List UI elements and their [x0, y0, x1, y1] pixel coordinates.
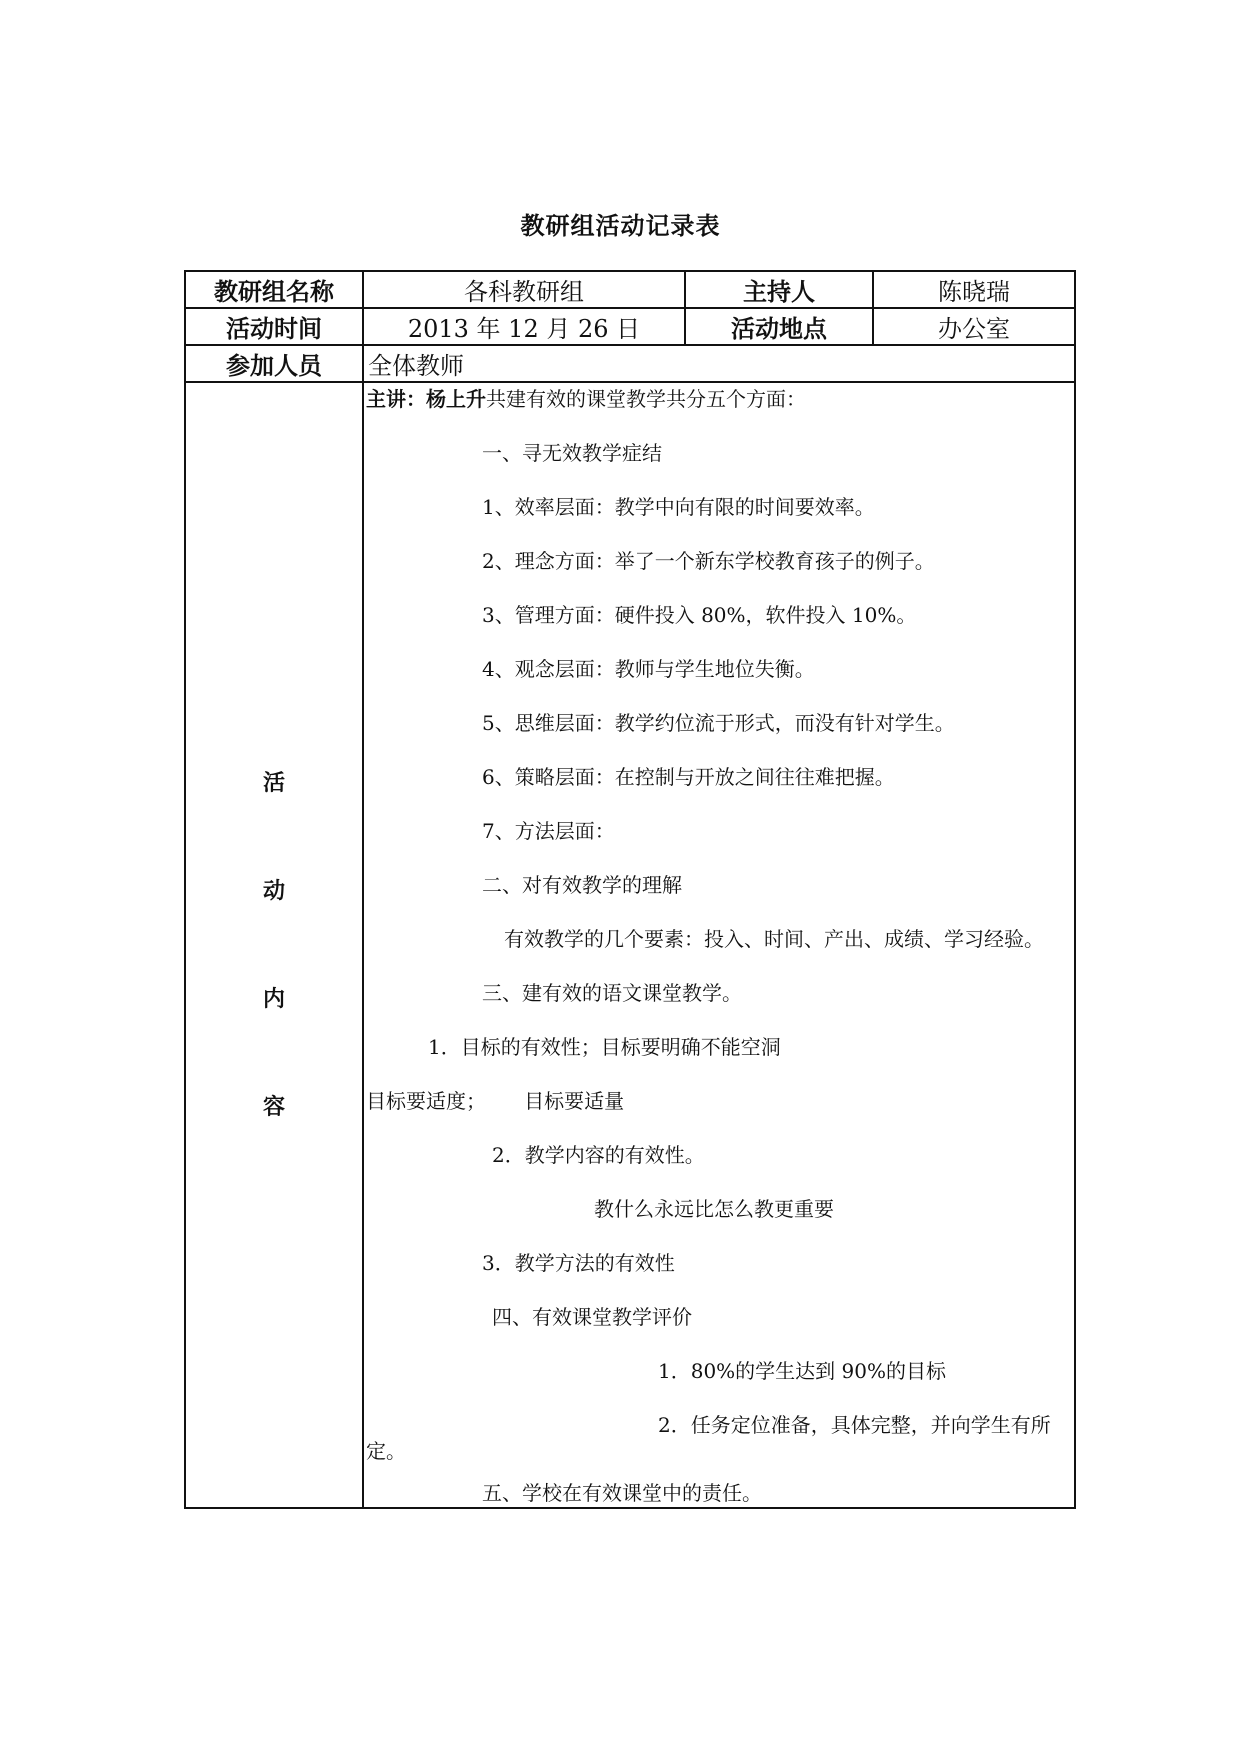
table-row: [185, 382, 1075, 1508]
content-line: 3、管理方面：硬件投入 80%，软件投入 10%。: [482, 603, 917, 627]
content-line: 3．教学方法的有效性: [482, 1251, 675, 1275]
activity-place-label: 活动地点: [685, 308, 873, 345]
content-line: 4、观念层面：教师与学生地位失衡。: [482, 657, 815, 681]
activity-content-label: [185, 382, 363, 1508]
host-label: 主持人: [685, 271, 873, 308]
content-line: 2．任务定位准备，具体完整，并向学生有所: [658, 1413, 1051, 1437]
content-label-char: 活: [262, 770, 285, 796]
table-row: [185, 345, 1075, 382]
speaker-label: 主讲：杨上升: [366, 387, 486, 411]
content-line: 一、寻无效教学症结: [482, 441, 662, 465]
content-line: 1．80%的学生达到 90%的目标: [658, 1359, 946, 1383]
activity-record-table: [184, 270, 1076, 1509]
content-line: 五、学校在有效课堂中的责任。: [482, 1481, 762, 1505]
content-line: 三、建有效的语文课堂教学。: [482, 981, 742, 1005]
activity-time-label: 活动时间: [185, 308, 363, 345]
content-line: 四、有效课堂教学评价: [492, 1305, 692, 1329]
content-label-char: 内: [262, 986, 285, 1012]
content-line: 二、对有效教学的理解: [482, 873, 682, 897]
table-row: [185, 271, 1075, 308]
content-line: 教什么永远比怎么教更重要: [594, 1197, 834, 1221]
participants-label: 参加人员: [185, 345, 363, 382]
activity-content: [363, 382, 1075, 1508]
content-line: 2．教学内容的有效性。: [492, 1143, 705, 1167]
content-label-char: 容: [262, 1094, 285, 1120]
group-name-value: 各科教研组: [363, 271, 685, 308]
participants-value: 全体教师: [363, 345, 1075, 382]
content-line: 7、方法层面：: [482, 819, 615, 843]
content-line: 目标要适度； 目标要适量: [366, 1089, 625, 1113]
content-line: 6、策略层面：在控制与开放之间往往难把握。: [482, 765, 895, 789]
content-line: 1、效率层面：教学中向有限的时间要效率。: [482, 495, 875, 519]
activity-time-value: 2013 年 12 月 26 日: [363, 308, 685, 345]
content-label-char: 动: [262, 878, 285, 904]
content-line: 定。: [366, 1439, 406, 1463]
host-value: 陈晓瑞: [873, 271, 1075, 308]
content-line: 1．目标的有效性；目标要明确不能空洞: [428, 1035, 781, 1059]
group-name-label: 教研组名称: [185, 271, 363, 308]
table-row: [185, 308, 1075, 345]
content-line: 5、思维层面：教学约位流于形式，而没有针对学生。: [482, 711, 955, 735]
lead-text: 共建有效的课堂教学共分五个方面：: [486, 387, 806, 411]
content-line: 2、理念方面：举了一个新东学校教育孩子的例子。: [482, 549, 935, 573]
content-line: 有效教学的几个要素：投入、时间、产出、成绩、学习经验。: [504, 927, 1044, 951]
page-title: 教研组活动记录表: [520, 211, 721, 240]
activity-place-value: 办公室: [873, 308, 1075, 345]
content-lead: [366, 387, 806, 411]
